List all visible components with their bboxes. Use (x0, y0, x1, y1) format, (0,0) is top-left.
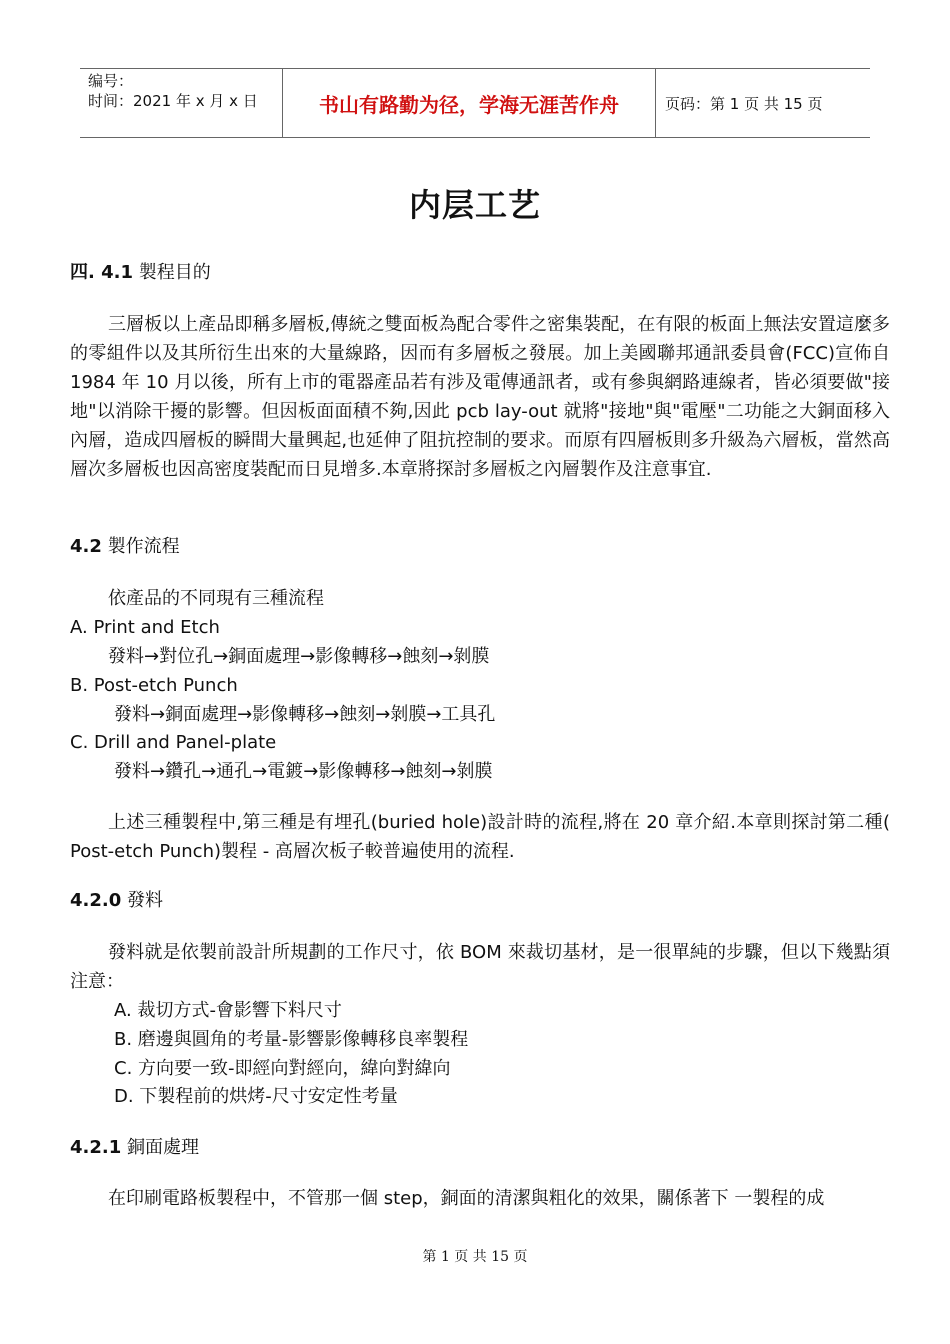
page-footer: 第 1 页 共 15 页 (422, 1249, 528, 1265)
section-4-2-0-paragraph: 發料就是依製前設計所規劃的工作尺寸，依 BOM 來裁切基材，是一很單純的步驟，但以下幾點須注意： (70, 942, 890, 992)
section-number: 4.2.1 (70, 1137, 122, 1158)
flow-a-label: A. Print and Etch (70, 617, 220, 638)
section-4-1-heading (70, 258, 211, 287)
header-page-info: 页码：第 1 页 共 15 页 (665, 94, 823, 113)
section-name: 製程目的 (138, 262, 211, 283)
header-left-cell (80, 69, 280, 137)
section-number: 4.2 (70, 536, 102, 557)
page-header (80, 68, 870, 138)
section-4-2-1-paragraph: 在印刷電路板製程中，不管那一個 step，銅面的清潔與粗化的效果，關係著下 一製程的成 (108, 1188, 825, 1209)
section-4-2-0-heading (70, 886, 163, 915)
section-4-2-heading (70, 532, 180, 561)
section-4-1-paragraph: 三層板以上產品即稱多層板,傳統之雙面板為配合零件之密集裝配，在有限的板面上無法安置這麼多的零組件以及其所衍生出來的大量線路，因而有多層板之發展。加上美國聯邦通訊委員會(FCC)宣佈自 1984 年 10 月以後，所有上市的電器產品若有涉及電傳通訊者，或有參與網路連線者，皆必須要做"接地"以消除干擾的影響。但因板面面積不夠,因此 pcb lay-out 就將"接地"與"電壓"二功能之大銅面移入內層，造成四層板的瞬間大量興起,也延伸了阻抗控制的要求。而原有四層板則多升級為六層板，當然高層次多層板也因高密度裝配而日見增多.本章將探討多層板之內層製作及注意事宜. (70, 314, 890, 480)
list-item: B. 磨邊與圓角的考量-影響影像轉移良率製程 (114, 1029, 469, 1050)
flow-a-steps: 發料→對位孔→銅面處理→影像轉移→蝕刻→剝膜 (108, 646, 490, 667)
flow-intro: 依產品的不同現有三種流程 (108, 588, 324, 609)
flow-c-label: C. Drill and Panel-plate (70, 732, 277, 753)
section-name: 製作流程 (107, 536, 180, 557)
document-title: 内层工艺 (408, 186, 541, 224)
section-4-2-1-heading (70, 1133, 199, 1162)
document-number-label: 编号： (88, 72, 134, 90)
flow-b-steps: 發料→銅面處理→影像轉移→蝕刻→剝膜→工具孔 (114, 704, 496, 725)
section-name: 發料 (126, 890, 163, 911)
section-name: 銅面處理 (126, 1137, 199, 1158)
section-number: 四. 4.1 (70, 262, 133, 283)
section-4-2-paragraph: 上述三種製程中,第三種是有埋孔(buried hole)設計時的流程,將在 20 章介紹.本章則探討第二種( Post-etch Punch)製程 - 高層次板子較普遍使用的流程. (70, 812, 890, 862)
list-item: C. 方向要一致-即經向對經向，緯向對緯向 (114, 1058, 451, 1079)
list-item: D. 下製程前的烘烤-尺寸安定性考量 (114, 1086, 398, 1107)
flow-b-label: B. Post-etch Punch (70, 675, 238, 696)
header-motto: 书山有路勤为径，学海无涯苦作舟 (319, 92, 619, 117)
list-item: A. 裁切方式-會影響下料尺寸 (114, 1000, 342, 1021)
document-date: 时间：2021 年 x 月 x 日 (88, 92, 258, 110)
section-number: 4.2.0 (70, 890, 122, 911)
header-motto-cell (282, 69, 656, 137)
flow-c-steps: 發料→鑽孔→通孔→電鍍→影像轉移→蝕刻→剝膜 (114, 761, 493, 782)
